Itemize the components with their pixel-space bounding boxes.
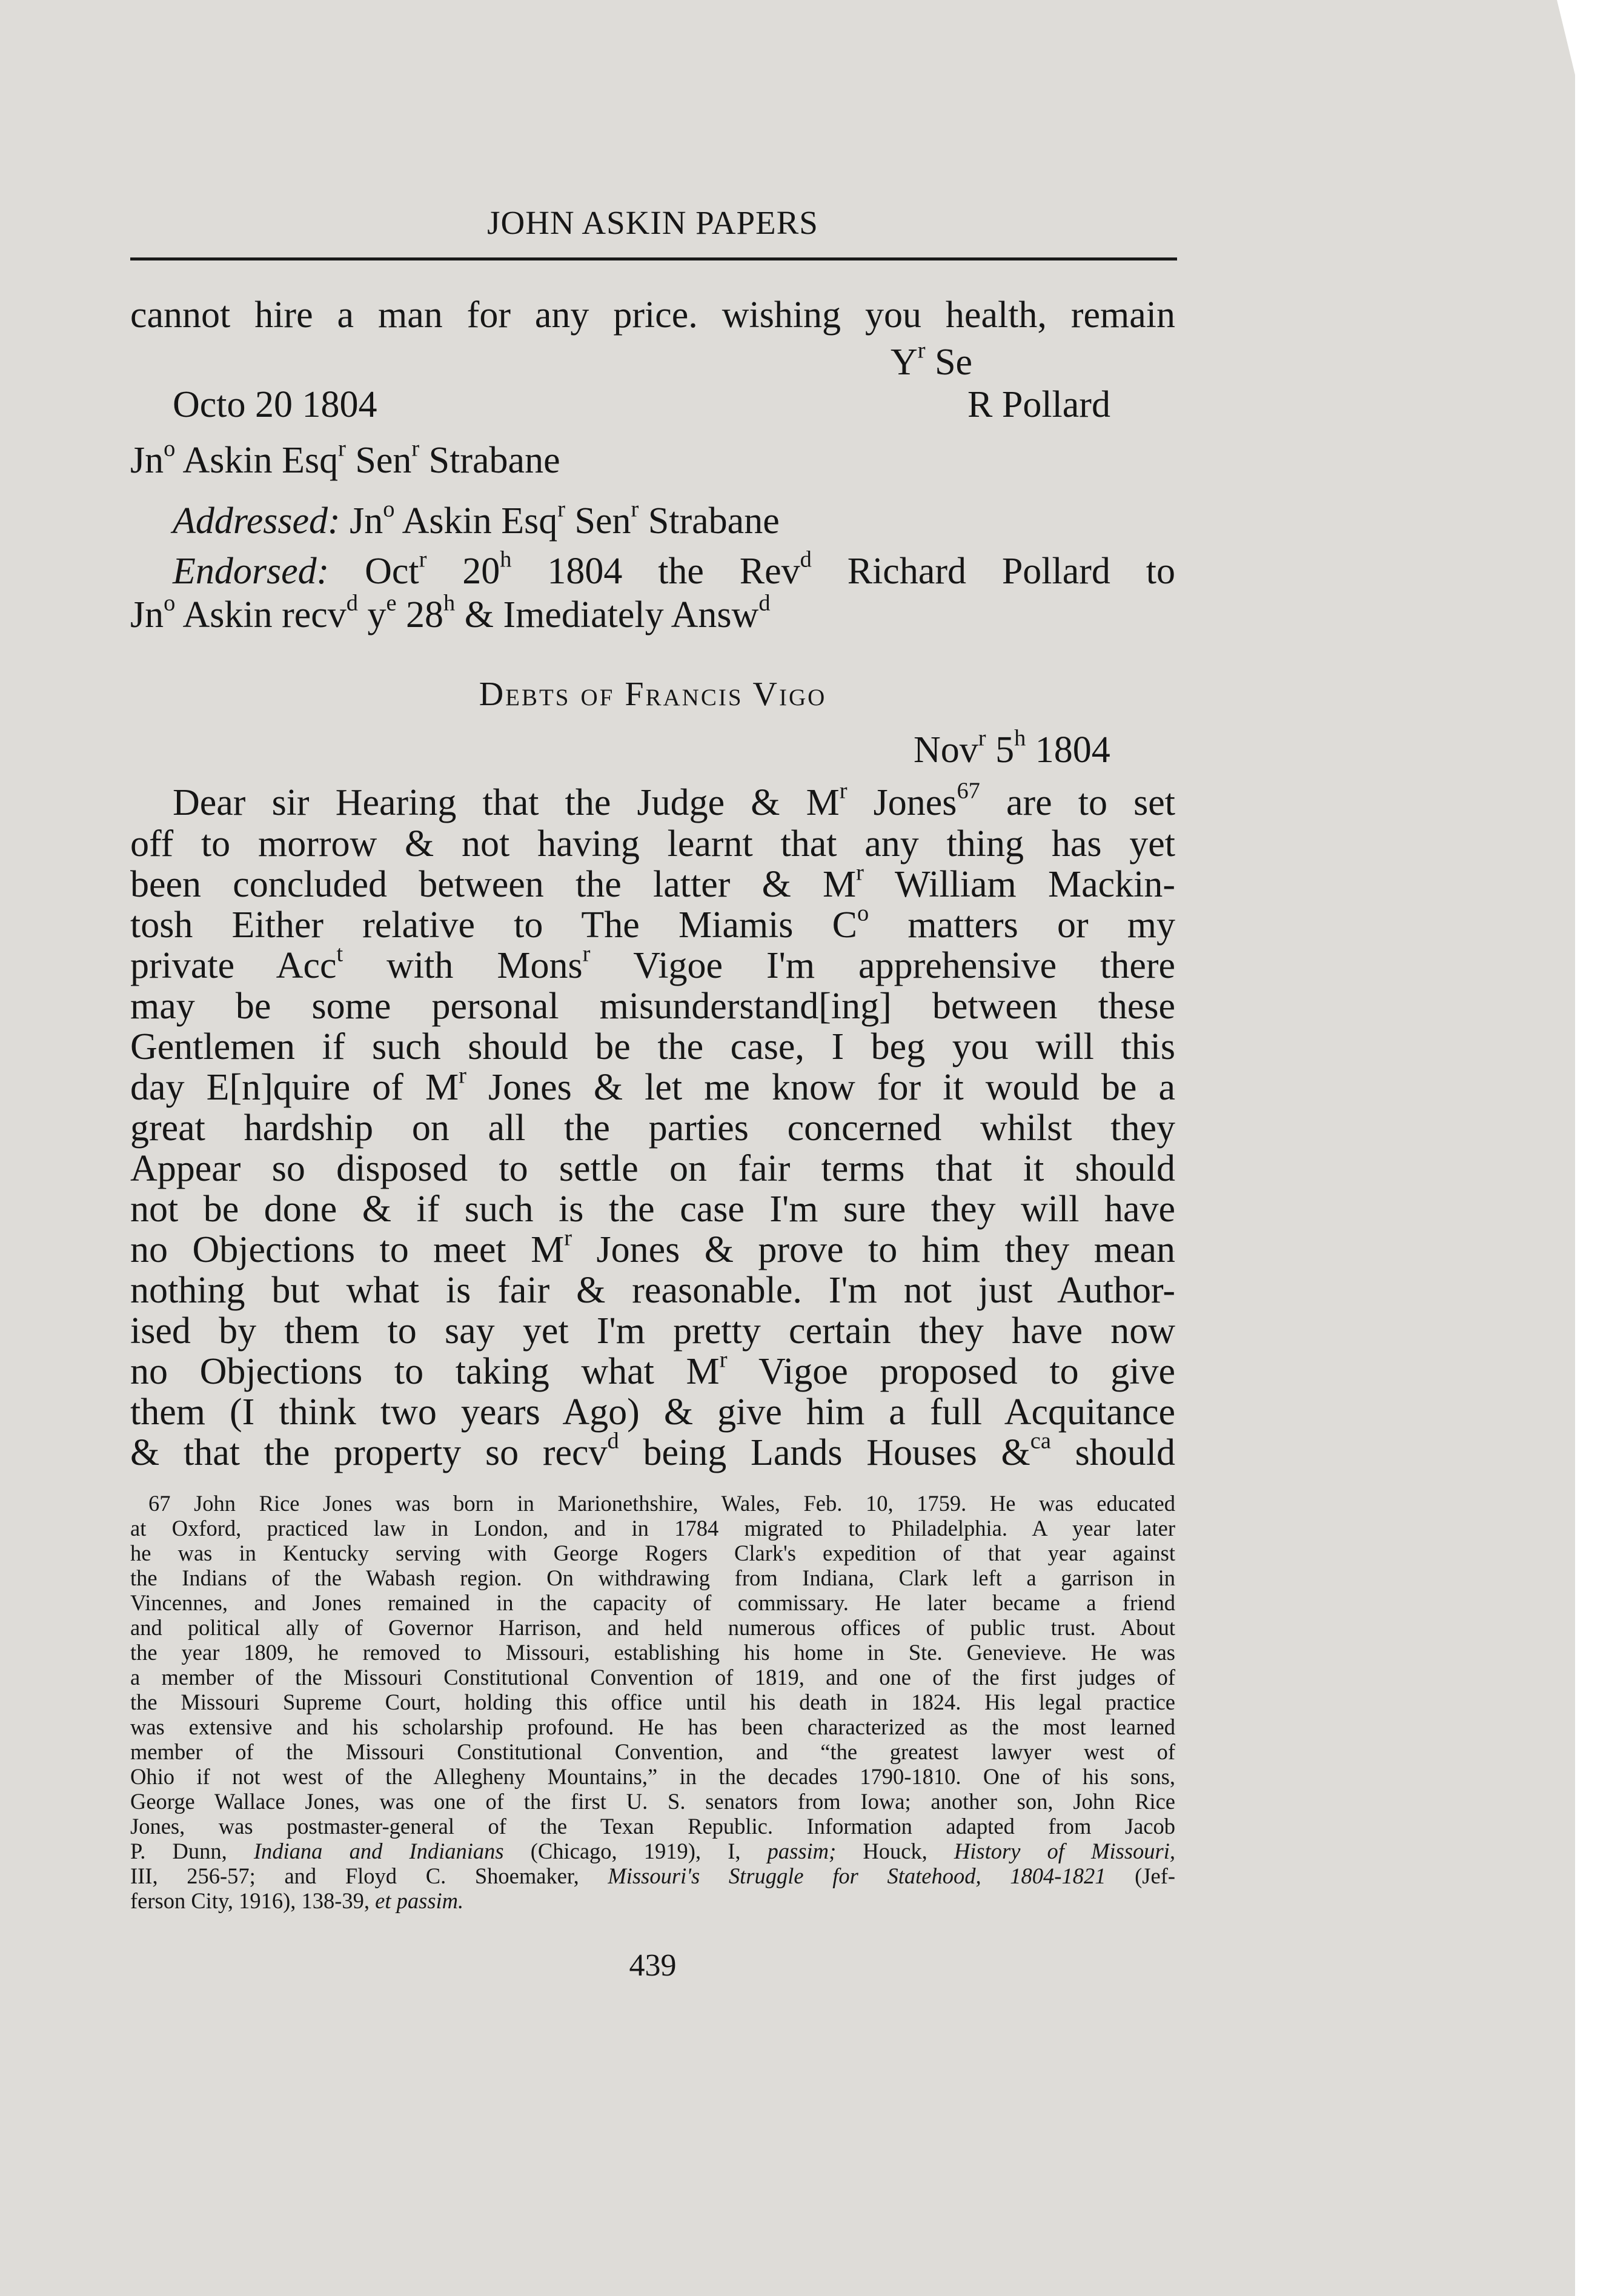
letter1-date: Octo 20 1804	[173, 384, 377, 425]
letter2-line17: & that the property so recv$^d$ being Lands Houses &$^{ca}$ should	[130, 1428, 1175, 1473]
letter2-line12: no Objections to meet $M^r$ Jones & prove to him they mean	[130, 1225, 1175, 1270]
footnote-line4: the Indians of the Wabash region. On withdrawing from Indiana, Clark left a garrison in	[130, 1565, 1175, 1590]
footnote-line1: 67 John Rice Jones was born in Marionethshire, Wales, Feb. 10, 1759. He was educated	[148, 1491, 1175, 1516]
letter2-line10: Appear so disposed to settle on fair terms that it should	[130, 1148, 1175, 1189]
letter1-signature: R Pollard	[967, 384, 1110, 425]
footnote-line6: and political ally of Governor Harrison, and held numerous offices of public trust. About	[130, 1615, 1175, 1640]
letter2-line1: Dear sir Hearing that the Judge & $M^r$ Jones$^{67}$ are to set	[173, 778, 1176, 823]
letter2-line14: ised by them to say yet I'm pretty certain they have now	[130, 1310, 1175, 1352]
footnote-line12: Ohio if not west of the Allegheny Mountains,” in the decades 1790-1810. One of his sons,	[130, 1764, 1175, 1789]
letter1-endorsed: Endorsed: Oct$^r$ 20$^h$ 1804 the Rev$^d$ Richard Pollard to	[173, 546, 1175, 592]
letter2-line15: no Objections to taking what $M^r$ Vigoe proposed to give	[130, 1347, 1175, 1392]
letter2-line13: nothing but what is fair & reasonable. I'm not just Author-	[130, 1270, 1175, 1311]
letter2-line3: been concluded between the latter & $M^r$ William Mackin-	[130, 860, 1175, 905]
footnote-line7: the year 1809, he removed to Missouri, establishing his home in Ste. Genevieve. He was	[130, 1640, 1175, 1665]
header-rule	[130, 257, 1177, 260]
letter1-recipient: Jn$^o$ Askin Esq$^r$ Sen$^r$ Strabane	[130, 436, 560, 481]
letter2-line11: not be done & if such is the case I'm sure they will have	[130, 1189, 1175, 1230]
letter2-line5: private Acc$^t$ with Mons$^r$ Vigoe I'm apprehensive there	[130, 941, 1176, 986]
footnote-line5: Vincennes, and Jones remained in the capacity of commissary. He later became a friend	[130, 1590, 1175, 1615]
footnote-line9: the Missouri Supreme Court, holding this office until his death in 1824. His legal practice	[130, 1690, 1175, 1714]
letter2-line7: Gentlemen if such should be the case, I beg you will this	[130, 1026, 1175, 1067]
addressed-label: Addressed:	[173, 500, 340, 542]
footnote-line10: was extensive and his scholarship profound. He has been characterized as the most learned	[130, 1714, 1175, 1739]
footnote-line3: he was in Kentucky serving with George Rogers Clark's expedition of that year against	[130, 1541, 1175, 1565]
footnote-line2: at Oxford, practiced law in London, and in 1784 migrated to Philadelphia. A year later	[130, 1516, 1175, 1541]
letter2-line6: may be some personal misunderstand[ing] between these	[130, 986, 1175, 1027]
footnote-line17: ferson City, 1916), 138-39, et passim.	[130, 1888, 464, 1913]
letter1-endorsed-line2: Jn$^o$ Askin recv$^d$ $y^e$ 28$^h$ & Imediately Answ$^d$	[130, 590, 771, 635]
letter2-line9: great hardship on all the parties concerned whilst they	[130, 1107, 1175, 1149]
section-title: Debts of Francis Vigo	[479, 675, 827, 713]
footnote-line8: a member of the Missouri Constitutional Convention of 1819, and one of the first judges of	[130, 1665, 1175, 1690]
footnote-line11: member of the Missouri Constitutional Convention, and “the greatest lawyer west of	[130, 1739, 1175, 1764]
endorsed-label: Endorsed:	[173, 551, 330, 592]
page-number: 439	[629, 1948, 677, 1983]
letter2-line8: day E[n]quire of $M^r$ Jones & let me know for it would be a	[130, 1063, 1175, 1108]
footnote-line15: P. Dunn, Indiana and Indianians (Chicago, 1919), I, passim; Houck, History of Missouri,	[130, 1839, 1175, 1863]
letter1-line1: cannot hire a man for any price. wishing you health, remain	[130, 294, 1175, 336]
letter1-addressed: Addressed: Jn$^o$ Askin Esq$^r$ Sen$^r$ Strabane	[173, 496, 780, 542]
letter2-date: Nov$^r$ 5$^h$ 1804	[914, 725, 1110, 771]
running-header: JOHN ASKIN PAPERS	[487, 204, 818, 241]
letter2-line16: them (I think two years Ago) & give him a full Acquitance	[130, 1392, 1175, 1433]
letter2-line2: off to morrow & not having learnt that any thing has yet	[130, 823, 1175, 864]
letter1-closing: $Y^r$ Se	[891, 337, 973, 383]
footnote-line16: III, 256-57; and Floyd C. Shoemaker, Missouri's Struggle for Statehood, 1804-1821 (Jef-	[130, 1863, 1176, 1888]
letter2-line4: tosh Either relative to The Miamis $C^o$ matters or my	[130, 900, 1175, 946]
footnote-line13: George Wallace Jones, was one of the first U. S. senators from Iowa; another son, John Rice	[130, 1789, 1175, 1814]
footnote-line14: Jones, was postmaster-general of the Texan Republic. Information adapted from Jacob	[130, 1814, 1175, 1839]
